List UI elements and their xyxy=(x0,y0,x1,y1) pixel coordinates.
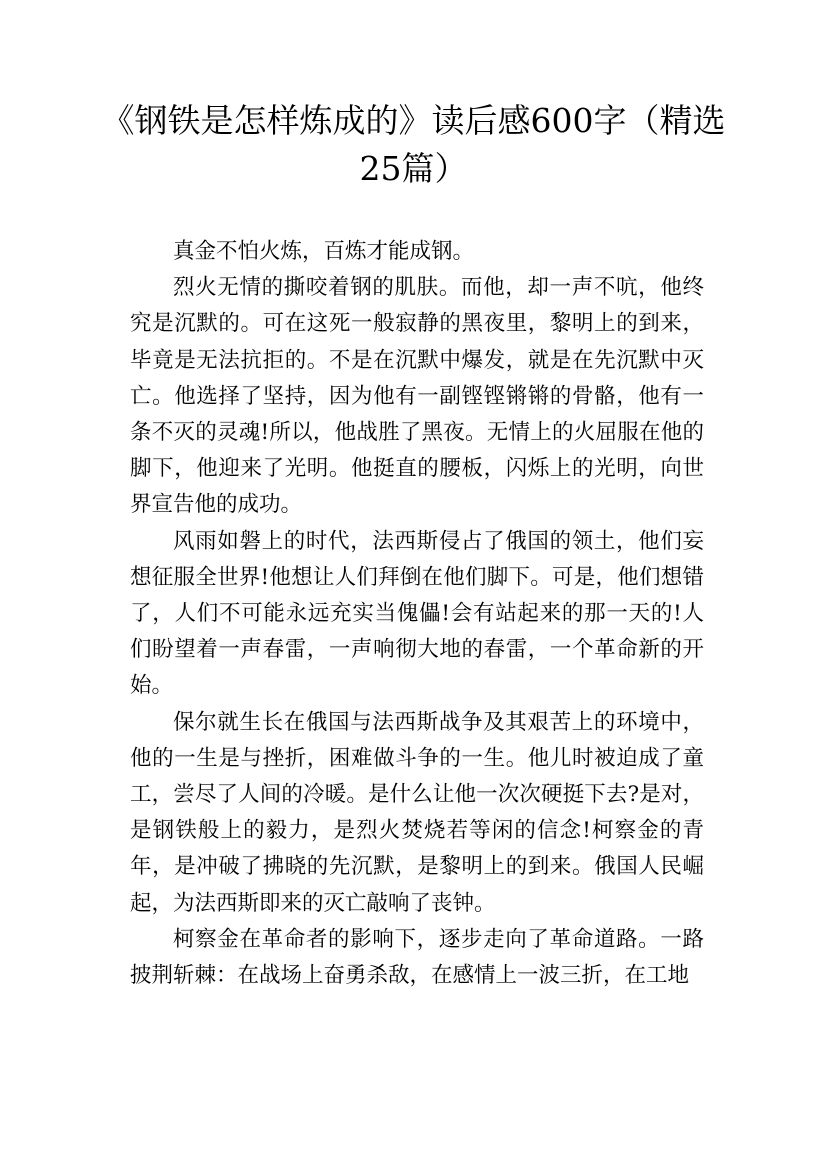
document-title: 《钢铁是怎样炼成的》读后感600字（精选25篇） xyxy=(101,101,726,188)
paragraph-2: 烈火无情的撕咬着钢的肌肤。而他，却一声不吭，他终究是沉默的。可在这死一般寂静的黑夜里，黎明上的到来，毕竟是无法抗拒的。不是在沉默中爆发，就是在先沉默中灭亡。他选择了坚持，因为他有一副铿铿锵锵的骨骼，他有一条不灭的灵魂!所以，他战胜了黑夜。无情上的火屈服在他的脚下，他迎来了光明。他挺直的腰板，闪烁上的光明，向世界宣告他的成功。 xyxy=(130,275,704,518)
document-body xyxy=(130,234,704,994)
paragraph-1: 真金不怕火炼，百炼才能成钢。 xyxy=(173,239,475,264)
paragraph-5: 柯察金在革命者的影响下，逐步走向了革命道路。一路披荆斩棘：在战场上奋勇杀敌，在感情上一波三折，在工地 xyxy=(130,926,704,989)
paragraph-4: 保尔就生长在俄国与法西斯战争及其艰苦上的环境中，他的一生是与挫折，困难做斗争的一生。他儿时被迫成了童工，尝尽了人间的冷暖。是什么让他一次次硬挺下去?是对，是钢铁般上的毅力，是烈火焚烧若等闲的信念!柯察金的青年，是冲破了拂晓的先沉默，是黎明上的到来。俄国人民崛起，为法西斯即来的灭亡敲响了丧钟。 xyxy=(130,709,704,916)
paragraph-3: 风雨如磐上的时代，法西斯侵占了俄国的领土，他们妄想征服全世界!他想让人们拜倒在他们脚下。可是，他们想错了，人们不可能永远充实当傀儡!会有站起来的那一天的!人们盼望着一声春雷，一声响彻大地的春雷，一个革命新的开始。 xyxy=(130,528,704,699)
